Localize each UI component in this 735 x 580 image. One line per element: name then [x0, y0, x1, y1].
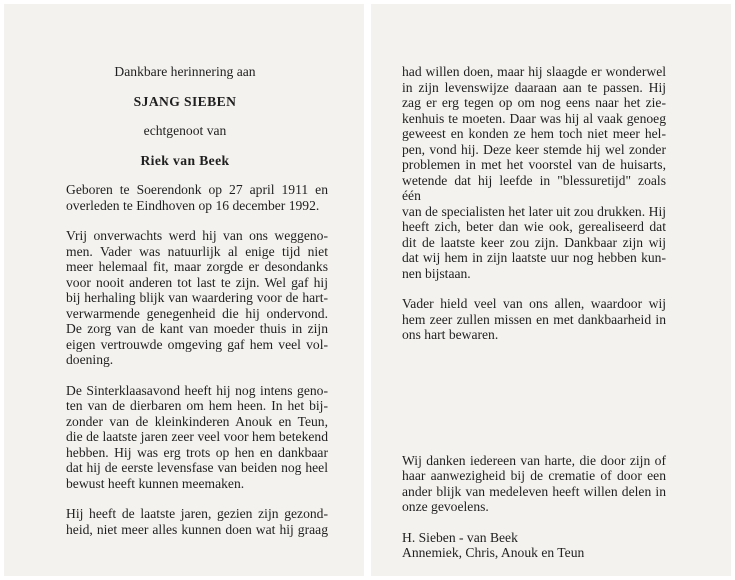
text-line: ons hart bewaren.	[402, 327, 499, 342]
signatures	[402, 530, 666, 561]
text-line: dat hij de eerste levensfase van beiden nog heel	[66, 460, 328, 475]
text-line: hebben. Hij was erg trots op hen en dankbaar	[66, 444, 328, 460]
text-line: De zorg van de kant van moeder thuis in zijn	[66, 321, 328, 336]
text-line: wetende dat hij leefde in "blessuretijd" zoals één	[402, 172, 666, 203]
paragraph-5	[402, 296, 666, 343]
text-line: had willen doen, maar hij slaagde er wonderwel	[402, 64, 666, 79]
paragraph-1	[66, 228, 328, 368]
text-line: De Sinterklaasavond heeft hij nog intens geno-	[66, 382, 328, 398]
text-line: Wij danken iedereen van harte, die door zijn of	[402, 452, 666, 468]
text-line: eigen vertrouwde omgeving gaf hem veel vol-	[66, 336, 328, 352]
text-line: zonder van de kleinkinderen Anouk en Teun,	[66, 413, 328, 429]
text-line: doening.	[66, 352, 114, 367]
thanks-paragraph	[402, 453, 666, 515]
text-line: heid, niet meer alles kunnen doen wat hij graag	[66, 521, 328, 537]
text-line: haar aanwezigheid bij de crematie of door een	[402, 468, 666, 483]
text-line: nen bijstaan.	[402, 265, 471, 281]
text-line: ander blijk van medeleven heeft willen delen in	[402, 483, 666, 499]
text-line: problemen in met het voorstel van de huisarts,	[402, 157, 666, 172]
left-column	[66, 64, 328, 552]
text-line: dat wij hem in zijn laatste uur nog hebben kun-	[402, 250, 666, 265]
text-line: heeft zich, beter dan wie ook, gerealiseerd dat	[402, 219, 666, 234]
text-line: onze gevoelens.	[402, 499, 489, 514]
text-line: Vrij onverwachts werd hij van ons weggeno-	[66, 228, 328, 243]
intro-line: Dankbare herinnering aan	[114, 64, 256, 79]
text-line: bij herhaling blijk van waardering voor de hart-	[66, 290, 328, 305]
right-column	[402, 64, 666, 576]
text-line: die de laatste jaren zeer veel voor hem betekend	[66, 429, 328, 444]
text-line: overleden te Eindhoven op 16 december 1992.	[66, 197, 320, 213]
text-line: kenhuis te moeten. Daar was hij al vaak genoeg	[402, 110, 666, 126]
spouse-name: Riek van Beek	[140, 152, 230, 168]
text-line: in zijn levenswijze daaraan aan te passen. Hij	[402, 79, 666, 95]
text-line: zag er erg tegen op om nog eens naar het zie-	[402, 95, 666, 110]
text-line: Hij heeft de laatste jaren, gezien zijn gezond-	[66, 506, 328, 521]
text-line: Vader hield veel van ons allen, waardoor wij	[402, 296, 666, 311]
text-line: verwarmende genegenheid die hij ondervond.	[66, 305, 328, 321]
text-line: dit de laatste keer zou zijn. Dankbaar zijn wij	[402, 234, 666, 250]
text-line: voor nooit anderen tot last te zijn. Wel gaf hij	[66, 274, 328, 290]
relation-line: echtgenoot van	[143, 123, 227, 138]
paragraph-3	[66, 506, 328, 537]
paragraph-4	[402, 64, 666, 281]
text-line: pen, vond hij. Deze keer stemde hij wel zonder	[402, 141, 666, 157]
text-line: van de specialisten het later uit zou drukken. Hij	[402, 203, 666, 219]
memorial-header	[66, 64, 328, 168]
birth-death-paragraph	[66, 182, 328, 213]
text-line: men. Vader was natuurlijk al enige tijd niet	[66, 243, 328, 259]
signature-line: H. Sieben - van Beek	[402, 529, 518, 545]
deceased-name: SJANG SIEBEN	[133, 93, 237, 109]
text-line: ten van de dierbaren om hem heen. In het bij-	[66, 398, 328, 413]
center-fold	[366, 0, 370, 580]
text-line: geweest en konden ze hem toch niet meer hel-	[402, 126, 666, 141]
signature-line: Annemiek, Chris, Anouk en Teun	[402, 545, 585, 560]
paragraph-2	[66, 383, 328, 492]
text-line: hem zeer zullen missen en met dankbaarheid in	[402, 311, 666, 327]
text-line: Geboren te Soerendonk op 27 april 1911 en	[66, 182, 328, 197]
text-line: bewust heeft kunnen meemaken.	[66, 475, 245, 491]
text-line: meer helemaal fit, maar zorgde er desondanks	[66, 259, 328, 274]
